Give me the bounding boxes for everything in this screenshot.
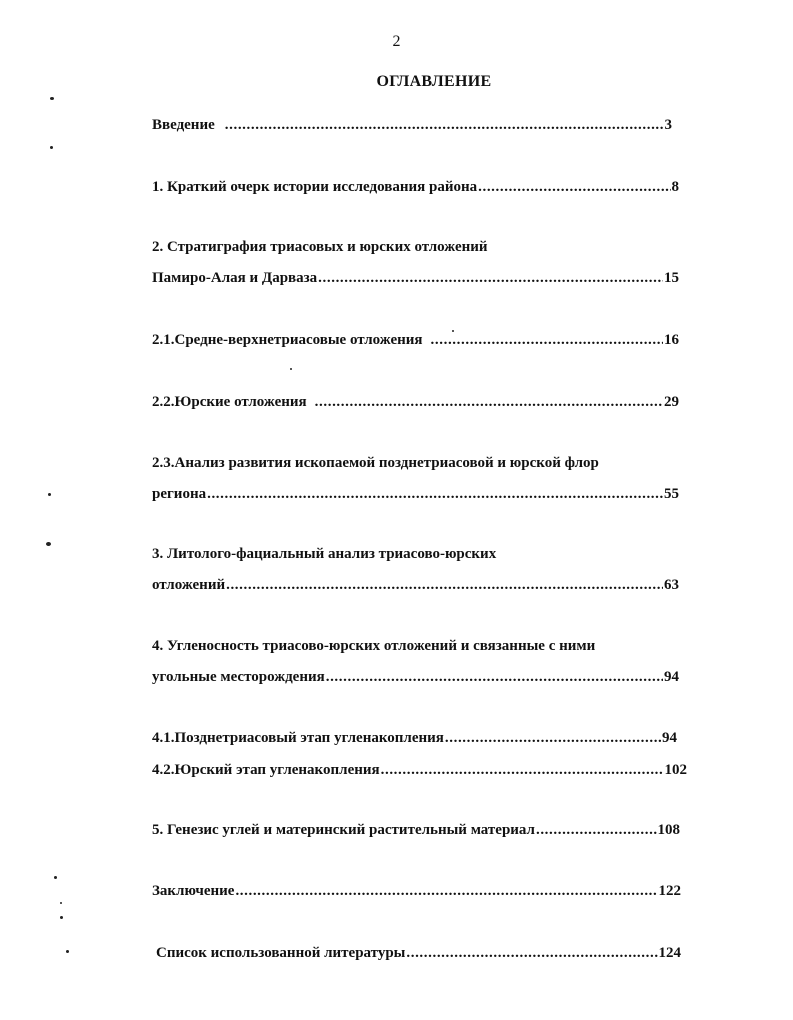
toc-entry-label: Заключение (152, 883, 235, 899)
toc-entry-chapter-3-line1: 3. Литолого-фациальный анализ триасово-юрских (152, 546, 497, 562)
toc-entry-page: 124 (658, 945, 681, 961)
toc-entry-chapter-4 (152, 668, 679, 686)
toc-leader-dots (431, 331, 663, 349)
toc-entry-chapter-1 (152, 178, 679, 196)
toc-leader-dots (318, 269, 663, 287)
toc-entry-references (156, 944, 681, 962)
toc-leader-dots (478, 178, 670, 196)
page-title: ОГЛАВЛЕНИЕ (376, 73, 492, 90)
toc-entry-chapter-3 (152, 576, 679, 594)
page-number: 2 (392, 33, 401, 50)
toc-entry-page: 94 (662, 730, 677, 746)
toc-entry-page: 3 (664, 117, 672, 133)
toc-entry-page: 55 (664, 486, 679, 502)
scan-speck (66, 950, 69, 953)
toc-entry-page: 63 (664, 577, 679, 593)
toc-entry-page: 122 (658, 883, 681, 899)
toc-leader-dots (235, 882, 657, 900)
toc-entry-section-4-2 (152, 761, 687, 779)
toc-entry-introduction (152, 116, 672, 134)
toc-leader-dots (536, 821, 657, 839)
toc-entry-label: Памиро-Алая и Дарваза (152, 270, 318, 286)
toc-leader-dots (326, 668, 663, 686)
toc-entry-page: 15 (664, 270, 679, 286)
toc-entry-page: 94 (664, 669, 679, 685)
toc-entry-page: 8 (671, 179, 679, 195)
toc-entry-label: 4.1.Позднетриасовый этап угленакопления (152, 730, 444, 746)
scan-speck (54, 876, 57, 879)
toc-entry-conclusion (152, 882, 681, 900)
toc-entry-page: 29 (664, 394, 679, 410)
toc-entry-section-2-3 (152, 485, 679, 503)
toc-entry-section-2-1 (152, 331, 679, 349)
toc-entry-label: 5. Генезис углей и материнский растительный материал (152, 822, 535, 838)
toc-leader-dots (445, 729, 661, 747)
toc-entry-chapter-4-line1: 4. Угленосность триасово-юрских отложений и связанные с ними (152, 638, 596, 654)
toc-entry-label: региона (152, 486, 207, 502)
toc-leader-dots (207, 485, 663, 503)
toc-entry-label: 2.2.Юрские отложения (152, 394, 307, 410)
toc-entry-label: 2.1.Средне-верхнетриасовые отложения (152, 332, 423, 348)
toc-entry-chapter-2 (152, 269, 679, 287)
toc-leader-dots (406, 944, 657, 962)
toc-entry-label: отложений (152, 577, 226, 593)
toc-entry-label: Список использованной литературы (156, 945, 406, 961)
scan-speck (50, 97, 54, 100)
toc-entry-label: 4.2.Юрский этап угленакопления (152, 762, 380, 778)
scan-speck (46, 542, 51, 546)
toc-leader-dots (315, 393, 663, 411)
toc-leader-dots (226, 576, 663, 594)
toc-entry-page: 16 (664, 332, 679, 348)
toc-entry-page: 108 (657, 822, 680, 838)
scan-speck (48, 493, 51, 496)
toc-entry-chapter-2-line1: 2. Стратиграфия триасовых и юрских отложений (152, 239, 488, 255)
toc-leader-dots (381, 761, 664, 779)
toc-entry-section-4-1 (152, 729, 677, 747)
scan-speck (50, 146, 53, 149)
toc-entry-chapter-5 (152, 821, 680, 839)
toc-entry-label: 1. Краткий очерк истории исследования района (152, 179, 478, 195)
scan-speck (60, 916, 63, 919)
scan-speck (60, 902, 62, 904)
scan-speck (452, 330, 454, 332)
toc-entry-label: Введение (152, 117, 215, 133)
toc-entry-section-2-2 (152, 393, 679, 411)
scan-speck (290, 368, 292, 370)
toc-entry-section-2-3-line1: 2.3.Анализ развития ископаемой позднетриасовой и юрской флор (152, 455, 599, 471)
toc-entry-label: угольные месторождения (152, 669, 325, 685)
toc-entry-page: 102 (664, 762, 687, 778)
toc-leader-dots (225, 116, 664, 134)
